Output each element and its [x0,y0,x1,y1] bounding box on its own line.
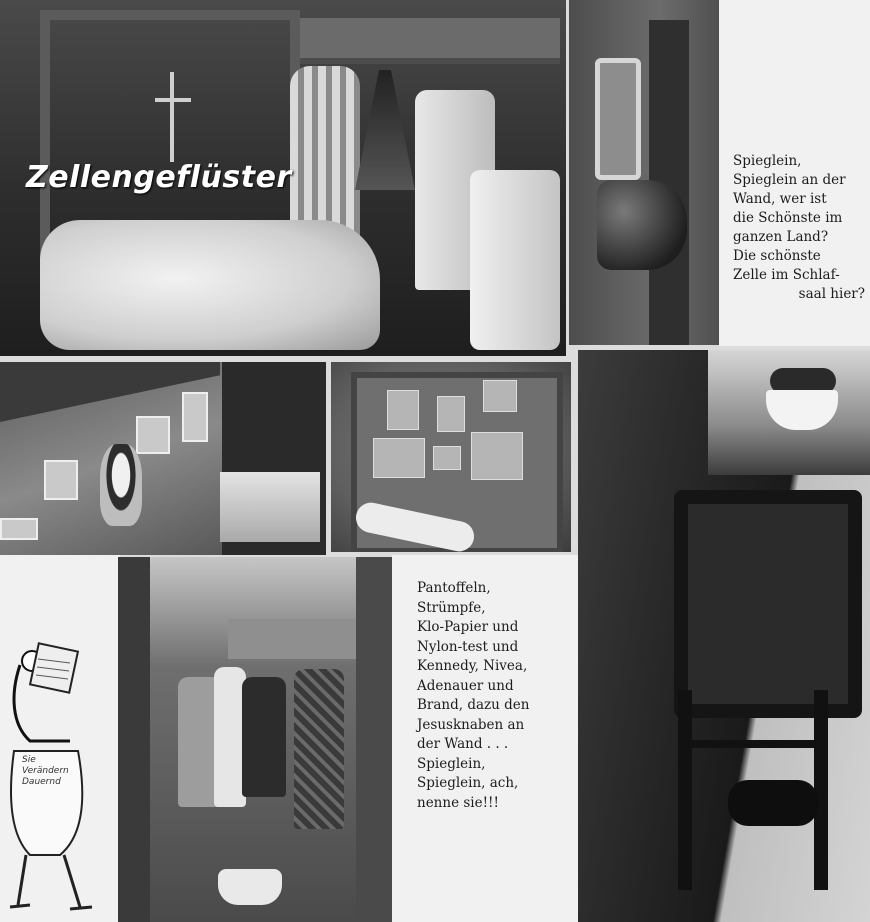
photo-hook-panel [569,0,719,345]
poem-line: saal hier? [798,286,865,302]
sign-line: Sie [22,755,36,765]
pinned-photo [437,396,465,432]
poem-line: Spieglein, ach, [417,775,519,791]
pinned-photo [433,446,461,470]
patterned-dress [294,669,344,829]
mirror-icon [595,58,641,180]
sign-line: Dauernd [22,777,61,787]
poem-line: Kennedy, Nivea, [417,658,528,674]
photo-closet-panel [118,557,392,922]
page-title: Zellengeflüster [26,160,292,195]
poem-line: Adenauer und [417,677,514,694]
crucifix-icon-bar [155,98,191,102]
poem-top-box [719,0,870,346]
pinned-photo [136,416,170,454]
hanging-hat [355,70,415,190]
closet-door [118,557,150,922]
cartoon-drawing [0,555,120,922]
poem-line: die Schönste im [733,210,843,226]
flower-pot [218,869,282,905]
tin-cup [597,180,687,270]
pillow [40,220,380,350]
chair-leg [814,690,828,890]
portrait-cutout [100,444,142,526]
sign-line: Verändern [22,766,69,776]
photo-bunk-panel [0,0,566,356]
poem-line: Brand, dazu den [417,697,530,713]
pinned-photo [182,392,208,442]
poem-line: Spieglein an der [733,172,846,188]
sock [728,780,818,826]
poem-bottom-box [392,555,578,922]
wash-bowl [766,390,838,430]
photo-board-panel [331,362,571,552]
white-jacket-2 [470,170,560,350]
poem-line: ganzen Land? [733,229,829,245]
photo-wall-panel [0,362,326,555]
poem-line: Spieglein, [417,755,486,772]
cartoon-box [0,555,120,922]
pinned-photo [373,438,425,478]
chair-back [674,490,862,718]
chair-leg [678,690,692,890]
poem-line: Jesusknaben an [417,716,525,733]
pinned-photo [0,518,38,540]
closet-frame [356,557,392,922]
poem-line: Strümpfe, [417,599,486,616]
cartoon-sign [22,755,69,788]
poem-line: Klo-Papier und [417,619,519,635]
pinned-photo [483,380,517,412]
pinned-photo [44,460,78,500]
poem-bottom [417,579,567,813]
poem-line: nenne sie!!! [417,794,499,811]
crucifix-icon [170,72,174,162]
pinned-photo [471,432,523,480]
poem-line: Spieglein, [733,153,802,169]
pinned-photo [387,390,419,430]
closet-shelf [228,619,356,659]
poem-line: Die schönste [733,248,821,264]
hanging-jacket [242,677,286,797]
wall-shelf [300,18,560,64]
poem-line: Zelle im Schlaf- [733,267,840,283]
poem-line: Pantoffeln, [417,580,491,596]
chair-rung [678,740,828,748]
folded-sheets [220,472,320,542]
poem-top [733,152,865,304]
poem-line: Nylon-test und [417,638,519,655]
poem-line: der Wand . . . [417,736,509,752]
poem-line: Wand, wer ist [733,191,827,207]
photo-basin-panel [708,350,870,475]
